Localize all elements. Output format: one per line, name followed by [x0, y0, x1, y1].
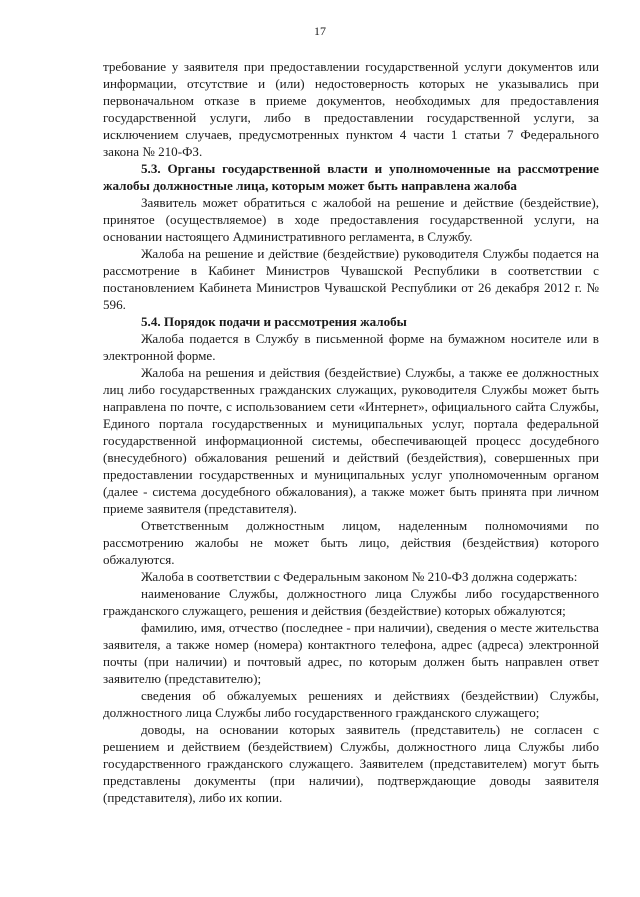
page-number: 17 — [314, 24, 326, 38]
paragraph: Жалоба на решения и действия (бездействие) Службы, а также ее должностных лиц либо государственных гражданских служащих, руководителя Службы может быть направлена по почте, с использованием сети «Интернет», официального сайта Службы, Единого портала государственных и муниципальных услуг, портала федеральной государственной информационной системы, обеспечивающей процесс досудебного (внесудебного) обжалования решений и действий (бездействия), совершенных при предоставлении государственных и муниципальных услуг уполномоченным органом (далее - система досудебного обжалования), а также может быть принята при личном приеме заявителя (представителя). — [103, 365, 599, 516]
paragraph: Жалоба в соответствии с Федеральным законом № 210-ФЗ должна содержать: — [141, 569, 578, 584]
paragraph: Жалоба подается в Службу в письменной форме на бумажном носителе или в электронной форме. — [103, 331, 599, 363]
section-heading-5-3: 5.3. Органы государственной власти и уполномоченные на рассмотрение жалобы должностные лица, которым может быть направлена жалоба — [103, 161, 599, 193]
list-item: сведения об обжалуемых решениях и действиях (бездействии) Службы, должностного лица Службы либо государственного гражданского служащего; — [103, 688, 599, 720]
list-item: фамилию, имя, отчество (последнее - при наличии), сведения о месте жительства заявителя, а также номер (номера) контактного телефона, адрес (адреса) электронной почты (при наличии) и почтовый адрес, по которым должен быть направлен ответ заявителю (представителю); — [103, 620, 599, 686]
paragraph: Ответственным должностным лицом, наделенным полномочиями по рассмотрению жалобы не может быть лицо, действия (бездействия) которого обжалуются. — [103, 518, 599, 567]
list-item: доводы, на основании которых заявитель (представитель) не согласен с решением и действием (бездействием) Службы, должностного лица Службы либо государственного гражданского служащего. Заявителем (представителем) могут быть представлены документы (при наличии), подтверждающие доводы заявителя (представителя), либо их копии. — [103, 722, 599, 805]
paragraph-continuation: требование у заявителя при предоставлении государственной услуги документов или информации, отсутствие и (или) недостоверность которых не указывались при первоначальном отказе в приеме документов, необходимых для предоставления государственной услуги, либо в предоставлении государственной услуги, за исключением случаев, предусмотренных пунктом 4 части 1 статьи 7 Федерального закона № 210-ФЗ. — [103, 59, 599, 159]
document-body — [103, 58, 599, 806]
section-heading-5-4: 5.4. Порядок подачи и рассмотрения жалобы — [141, 314, 407, 329]
paragraph: Заявитель может обратиться с жалобой на решение и действие (бездействие), принятое (осуществляемое) в ходе предоставления государственной услуги, на основании настоящего Административного регламента, в Службу. — [103, 195, 599, 244]
list-item: наименование Службы, должностного лица Службы либо государственного гражданского служащего, решения и действия (бездействие) которых обжалуются; — [103, 586, 599, 618]
paragraph: Жалоба на решение и действие (бездействие) руководителя Службы подается на рассмотрение в Кабинет Министров Чувашской Республики в соответствии с постановлением Кабинета Министров Чувашской Республики от 26 декабря 2012 г. № 596. — [103, 246, 599, 312]
